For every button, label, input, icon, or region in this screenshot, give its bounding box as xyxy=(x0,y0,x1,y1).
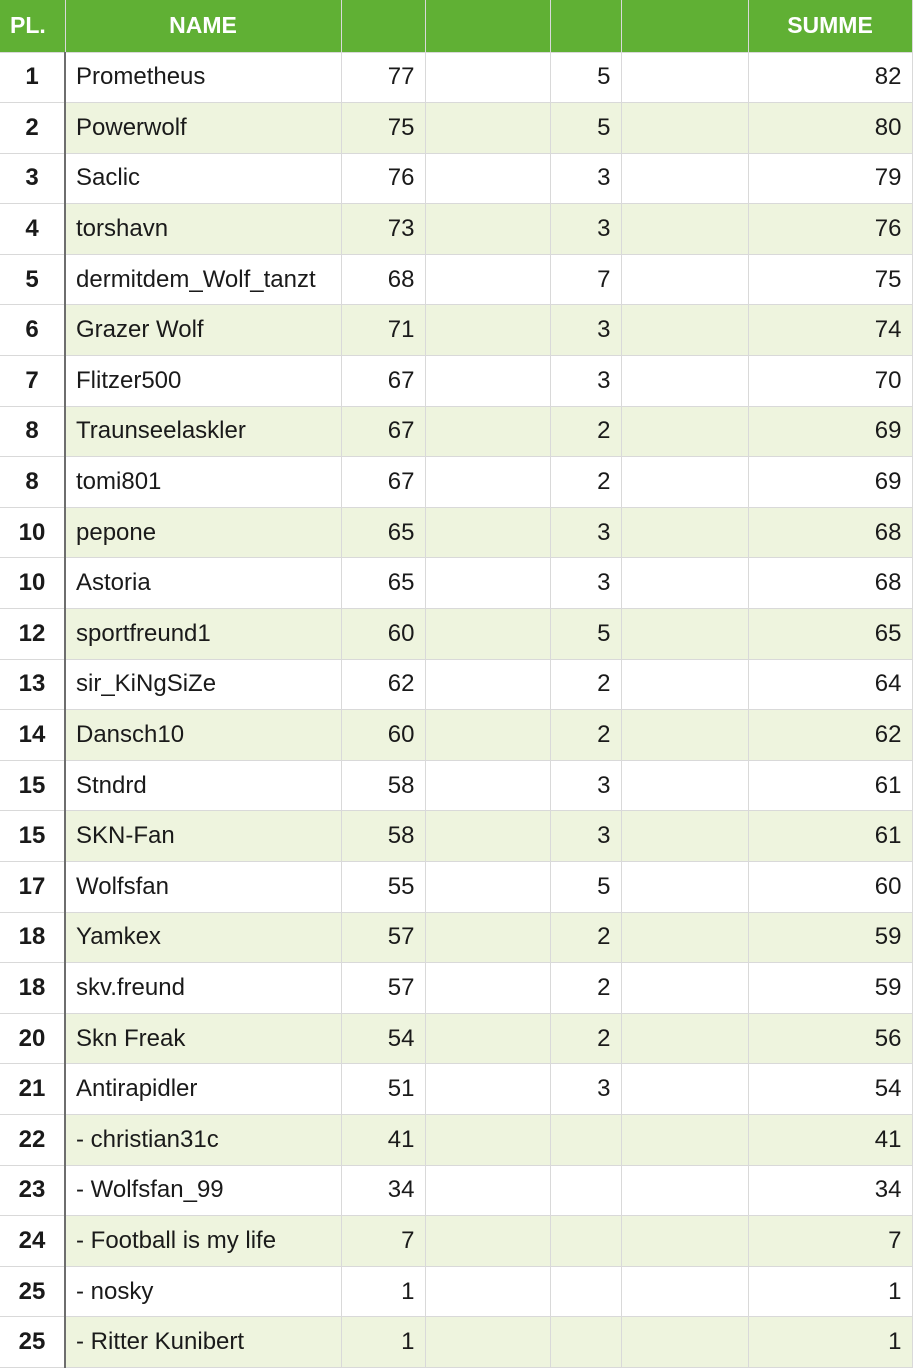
cell-place[interactable]: 17 xyxy=(0,862,65,913)
cell-empty[interactable] xyxy=(425,558,550,609)
cell-name[interactable]: Dansch10 xyxy=(65,710,341,761)
cell-empty[interactable] xyxy=(621,659,748,710)
cell-points[interactable]: 7 xyxy=(341,1216,425,1267)
table-row[interactable] xyxy=(0,52,912,103)
cell-sum[interactable]: 60 xyxy=(748,862,912,913)
cell-empty[interactable] xyxy=(621,52,748,103)
table-body xyxy=(0,52,912,1367)
table-row[interactable] xyxy=(0,406,912,457)
cell-points[interactable]: 58 xyxy=(341,760,425,811)
cell-place[interactable]: 25 xyxy=(0,1266,65,1317)
cell-sum[interactable]: 7 xyxy=(748,1216,912,1267)
cell-place[interactable]: 23 xyxy=(0,1165,65,1216)
cell-place[interactable]: 10 xyxy=(0,558,65,609)
cell-empty[interactable] xyxy=(425,710,550,761)
cell-sum[interactable]: 75 xyxy=(748,254,912,305)
cell-bonus[interactable]: 5 xyxy=(550,52,621,103)
cell-place[interactable]: 5 xyxy=(0,254,65,305)
cell-empty[interactable] xyxy=(621,406,748,457)
cell-name[interactable]: tomi801 xyxy=(65,457,341,508)
header-name[interactable]: NAME xyxy=(65,0,341,52)
cell-sum[interactable]: 80 xyxy=(748,103,912,154)
table-row[interactable] xyxy=(0,912,912,963)
cell-empty[interactable] xyxy=(621,1266,748,1317)
cell-points[interactable]: 68 xyxy=(341,254,425,305)
cell-empty[interactable] xyxy=(425,1266,550,1317)
cell-name[interactable]: Stndrd xyxy=(65,760,341,811)
cell-points[interactable]: 57 xyxy=(341,963,425,1014)
table-row[interactable] xyxy=(0,1064,912,1115)
cell-bonus[interactable]: 3 xyxy=(550,305,621,356)
cell-empty[interactable] xyxy=(425,153,550,204)
cell-empty[interactable] xyxy=(425,1013,550,1064)
cell-sum[interactable]: 69 xyxy=(748,406,912,457)
table-row[interactable] xyxy=(0,153,912,204)
cell-sum[interactable]: 65 xyxy=(748,609,912,660)
cell-name[interactable]: Traunseelaskler xyxy=(65,406,341,457)
cell-place[interactable]: 8 xyxy=(0,457,65,508)
cell-points[interactable]: 73 xyxy=(341,204,425,255)
cell-points[interactable]: 54 xyxy=(341,1013,425,1064)
cell-place[interactable]: 22 xyxy=(0,1114,65,1165)
cell-bonus[interactable] xyxy=(550,1165,621,1216)
cell-bonus[interactable]: 3 xyxy=(550,153,621,204)
cell-bonus[interactable]: 3 xyxy=(550,356,621,407)
cell-points[interactable]: 60 xyxy=(341,609,425,660)
cell-points[interactable]: 51 xyxy=(341,1064,425,1115)
table-row[interactable] xyxy=(0,254,912,305)
cell-bonus[interactable]: 5 xyxy=(550,862,621,913)
cell-bonus[interactable]: 3 xyxy=(550,204,621,255)
header-col-b[interactable] xyxy=(425,0,550,52)
cell-empty[interactable] xyxy=(425,862,550,913)
table-row[interactable] xyxy=(0,356,912,407)
table-row[interactable] xyxy=(0,103,912,154)
cell-name[interactable]: pepone xyxy=(65,507,341,558)
cell-name[interactable]: - Football is my life xyxy=(65,1216,341,1267)
cell-empty[interactable] xyxy=(621,760,748,811)
table-row[interactable] xyxy=(0,1165,912,1216)
cell-sum[interactable]: 54 xyxy=(748,1064,912,1115)
cell-place[interactable]: 15 xyxy=(0,760,65,811)
cell-place[interactable]: 7 xyxy=(0,356,65,407)
cell-place[interactable]: 18 xyxy=(0,912,65,963)
cell-points[interactable]: 77 xyxy=(341,52,425,103)
table-row[interactable] xyxy=(0,659,912,710)
cell-sum[interactable]: 69 xyxy=(748,457,912,508)
cell-points[interactable]: 76 xyxy=(341,153,425,204)
cell-bonus[interactable] xyxy=(550,1266,621,1317)
cell-place[interactable]: 15 xyxy=(0,811,65,862)
cell-name[interactable]: - nosky xyxy=(65,1266,341,1317)
cell-sum[interactable]: 79 xyxy=(748,153,912,204)
cell-name[interactable]: Antirapidler xyxy=(65,1064,341,1115)
cell-points[interactable]: 65 xyxy=(341,558,425,609)
cell-points[interactable]: 60 xyxy=(341,710,425,761)
cell-empty[interactable] xyxy=(425,204,550,255)
cell-place[interactable]: 24 xyxy=(0,1216,65,1267)
cell-points[interactable]: 65 xyxy=(341,507,425,558)
cell-place[interactable]: 20 xyxy=(0,1013,65,1064)
cell-sum[interactable]: 62 xyxy=(748,710,912,761)
table-row[interactable] xyxy=(0,507,912,558)
cell-bonus[interactable]: 3 xyxy=(550,1064,621,1115)
cell-name[interactable]: Flitzer500 xyxy=(65,356,341,407)
cell-sum[interactable]: 74 xyxy=(748,305,912,356)
cell-sum[interactable]: 1 xyxy=(748,1266,912,1317)
cell-empty[interactable] xyxy=(425,305,550,356)
cell-bonus[interactable]: 3 xyxy=(550,760,621,811)
table-row[interactable] xyxy=(0,558,912,609)
cell-points[interactable]: 34 xyxy=(341,1165,425,1216)
cell-empty[interactable] xyxy=(425,609,550,660)
cell-name[interactable]: dermitdem_Wolf_tanzt xyxy=(65,254,341,305)
cell-place[interactable]: 4 xyxy=(0,204,65,255)
cell-place[interactable]: 2 xyxy=(0,103,65,154)
cell-points[interactable]: 75 xyxy=(341,103,425,154)
cell-place[interactable]: 3 xyxy=(0,153,65,204)
table-row[interactable] xyxy=(0,963,912,1014)
cell-empty[interactable] xyxy=(621,1216,748,1267)
cell-sum[interactable]: 64 xyxy=(748,659,912,710)
cell-bonus[interactable]: 2 xyxy=(550,406,621,457)
cell-empty[interactable] xyxy=(425,103,550,154)
cell-empty[interactable] xyxy=(425,254,550,305)
cell-bonus[interactable]: 2 xyxy=(550,963,621,1014)
cell-empty[interactable] xyxy=(621,254,748,305)
cell-points[interactable]: 67 xyxy=(341,406,425,457)
cell-empty[interactable] xyxy=(425,912,550,963)
table-row[interactable] xyxy=(0,710,912,761)
cell-empty[interactable] xyxy=(621,811,748,862)
cell-empty[interactable] xyxy=(425,1165,550,1216)
cell-empty[interactable] xyxy=(621,153,748,204)
cell-sum[interactable]: 34 xyxy=(748,1165,912,1216)
header-sum[interactable]: SUMME xyxy=(748,0,912,52)
cell-name[interactable]: Grazer Wolf xyxy=(65,305,341,356)
cell-bonus[interactable]: 3 xyxy=(550,558,621,609)
cell-bonus[interactable]: 2 xyxy=(550,1013,621,1064)
cell-empty[interactable] xyxy=(425,1216,550,1267)
cell-name[interactable]: sir_KiNgSiZe xyxy=(65,659,341,710)
cell-place[interactable]: 13 xyxy=(0,659,65,710)
cell-empty[interactable] xyxy=(621,1013,748,1064)
cell-sum[interactable]: 1 xyxy=(748,1317,912,1368)
cell-name[interactable]: Powerwolf xyxy=(65,103,341,154)
table-row[interactable] xyxy=(0,760,912,811)
cell-place[interactable]: 21 xyxy=(0,1064,65,1115)
cell-empty[interactable] xyxy=(425,356,550,407)
cell-empty[interactable] xyxy=(425,760,550,811)
cell-points[interactable]: 41 xyxy=(341,1114,425,1165)
table-row[interactable] xyxy=(0,1317,912,1368)
header-col-a[interactable] xyxy=(341,0,425,52)
cell-place[interactable]: 25 xyxy=(0,1317,65,1368)
table-row[interactable] xyxy=(0,1013,912,1064)
cell-empty[interactable] xyxy=(425,811,550,862)
cell-points[interactable]: 67 xyxy=(341,356,425,407)
header-col-d[interactable] xyxy=(621,0,748,52)
cell-points[interactable]: 1 xyxy=(341,1317,425,1368)
cell-sum[interactable]: 68 xyxy=(748,558,912,609)
cell-name[interactable]: Astoria xyxy=(65,558,341,609)
cell-sum[interactable]: 82 xyxy=(748,52,912,103)
cell-bonus[interactable]: 2 xyxy=(550,457,621,508)
cell-name[interactable]: Saclic xyxy=(65,153,341,204)
cell-empty[interactable] xyxy=(425,1317,550,1368)
cell-empty[interactable] xyxy=(425,406,550,457)
cell-empty[interactable] xyxy=(621,1165,748,1216)
table-row[interactable] xyxy=(0,457,912,508)
cell-empty[interactable] xyxy=(425,1064,550,1115)
cell-place[interactable]: 10 xyxy=(0,507,65,558)
cell-empty[interactable] xyxy=(425,52,550,103)
cell-empty[interactable] xyxy=(425,457,550,508)
cell-empty[interactable] xyxy=(621,103,748,154)
cell-empty[interactable] xyxy=(621,862,748,913)
cell-sum[interactable]: 59 xyxy=(748,963,912,1014)
table-row[interactable] xyxy=(0,305,912,356)
cell-points[interactable]: 58 xyxy=(341,811,425,862)
cell-empty[interactable] xyxy=(425,963,550,1014)
cell-points[interactable]: 67 xyxy=(341,457,425,508)
cell-points[interactable]: 55 xyxy=(341,862,425,913)
cell-name[interactable]: Yamkex xyxy=(65,912,341,963)
cell-empty[interactable] xyxy=(621,356,748,407)
cell-bonus[interactable]: 7 xyxy=(550,254,621,305)
cell-place[interactable]: 8 xyxy=(0,406,65,457)
cell-empty[interactable] xyxy=(621,305,748,356)
cell-empty[interactable] xyxy=(621,1114,748,1165)
cell-sum[interactable]: 76 xyxy=(748,204,912,255)
cell-empty[interactable] xyxy=(425,1114,550,1165)
header-place[interactable]: PL. xyxy=(0,0,65,52)
cell-place[interactable]: 14 xyxy=(0,710,65,761)
cell-points[interactable]: 71 xyxy=(341,305,425,356)
cell-bonus[interactable]: 3 xyxy=(550,507,621,558)
cell-name[interactable]: sportfreund1 xyxy=(65,609,341,660)
cell-sum[interactable]: 59 xyxy=(748,912,912,963)
cell-points[interactable]: 57 xyxy=(341,912,425,963)
table-row[interactable] xyxy=(0,1266,912,1317)
cell-empty[interactable] xyxy=(621,558,748,609)
cell-place[interactable]: 12 xyxy=(0,609,65,660)
cell-place[interactable]: 6 xyxy=(0,305,65,356)
table-row[interactable] xyxy=(0,862,912,913)
cell-place[interactable]: 1 xyxy=(0,52,65,103)
cell-name[interactable]: - Wolfsfan_99 xyxy=(65,1165,341,1216)
cell-name[interactable]: Skn Freak xyxy=(65,1013,341,1064)
cell-empty[interactable] xyxy=(621,609,748,660)
cell-empty[interactable] xyxy=(621,963,748,1014)
cell-sum[interactable]: 61 xyxy=(748,760,912,811)
cell-empty[interactable] xyxy=(425,507,550,558)
cell-place[interactable]: 18 xyxy=(0,963,65,1014)
cell-empty[interactable] xyxy=(621,457,748,508)
cell-bonus[interactable]: 3 xyxy=(550,811,621,862)
table-row[interactable] xyxy=(0,204,912,255)
cell-points[interactable]: 62 xyxy=(341,659,425,710)
cell-empty[interactable] xyxy=(621,1317,748,1368)
table-row[interactable] xyxy=(0,811,912,862)
cell-bonus[interactable]: 2 xyxy=(550,710,621,761)
cell-name[interactable]: SKN-Fan xyxy=(65,811,341,862)
cell-bonus[interactable]: 5 xyxy=(550,609,621,660)
cell-name[interactable]: skv.freund xyxy=(65,963,341,1014)
cell-sum[interactable]: 61 xyxy=(748,811,912,862)
cell-bonus[interactable] xyxy=(550,1114,621,1165)
cell-empty[interactable] xyxy=(621,912,748,963)
cell-bonus[interactable]: 5 xyxy=(550,103,621,154)
cell-name[interactable]: Wolfsfan xyxy=(65,862,341,913)
header-row xyxy=(0,0,912,52)
header-col-c[interactable] xyxy=(550,0,621,52)
cell-empty[interactable] xyxy=(621,204,748,255)
cell-bonus[interactable] xyxy=(550,1317,621,1368)
cell-name[interactable]: - Ritter Kunibert xyxy=(65,1317,341,1368)
table-row[interactable] xyxy=(0,609,912,660)
cell-sum[interactable]: 56 xyxy=(748,1013,912,1064)
cell-sum[interactable]: 41 xyxy=(748,1114,912,1165)
table-row[interactable] xyxy=(0,1216,912,1267)
table-row[interactable] xyxy=(0,1114,912,1165)
cell-empty[interactable] xyxy=(621,507,748,558)
cell-sum[interactable]: 68 xyxy=(748,507,912,558)
cell-name[interactable]: torshavn xyxy=(65,204,341,255)
cell-empty[interactable] xyxy=(621,1064,748,1115)
cell-bonus[interactable] xyxy=(550,1216,621,1267)
cell-empty[interactable] xyxy=(621,710,748,761)
cell-empty[interactable] xyxy=(425,659,550,710)
cell-bonus[interactable]: 2 xyxy=(550,912,621,963)
cell-bonus[interactable]: 2 xyxy=(550,659,621,710)
cell-points[interactable]: 1 xyxy=(341,1266,425,1317)
cell-name[interactable]: Prometheus xyxy=(65,52,341,103)
cell-sum[interactable]: 70 xyxy=(748,356,912,407)
cell-name[interactable]: - christian31c xyxy=(65,1114,341,1165)
